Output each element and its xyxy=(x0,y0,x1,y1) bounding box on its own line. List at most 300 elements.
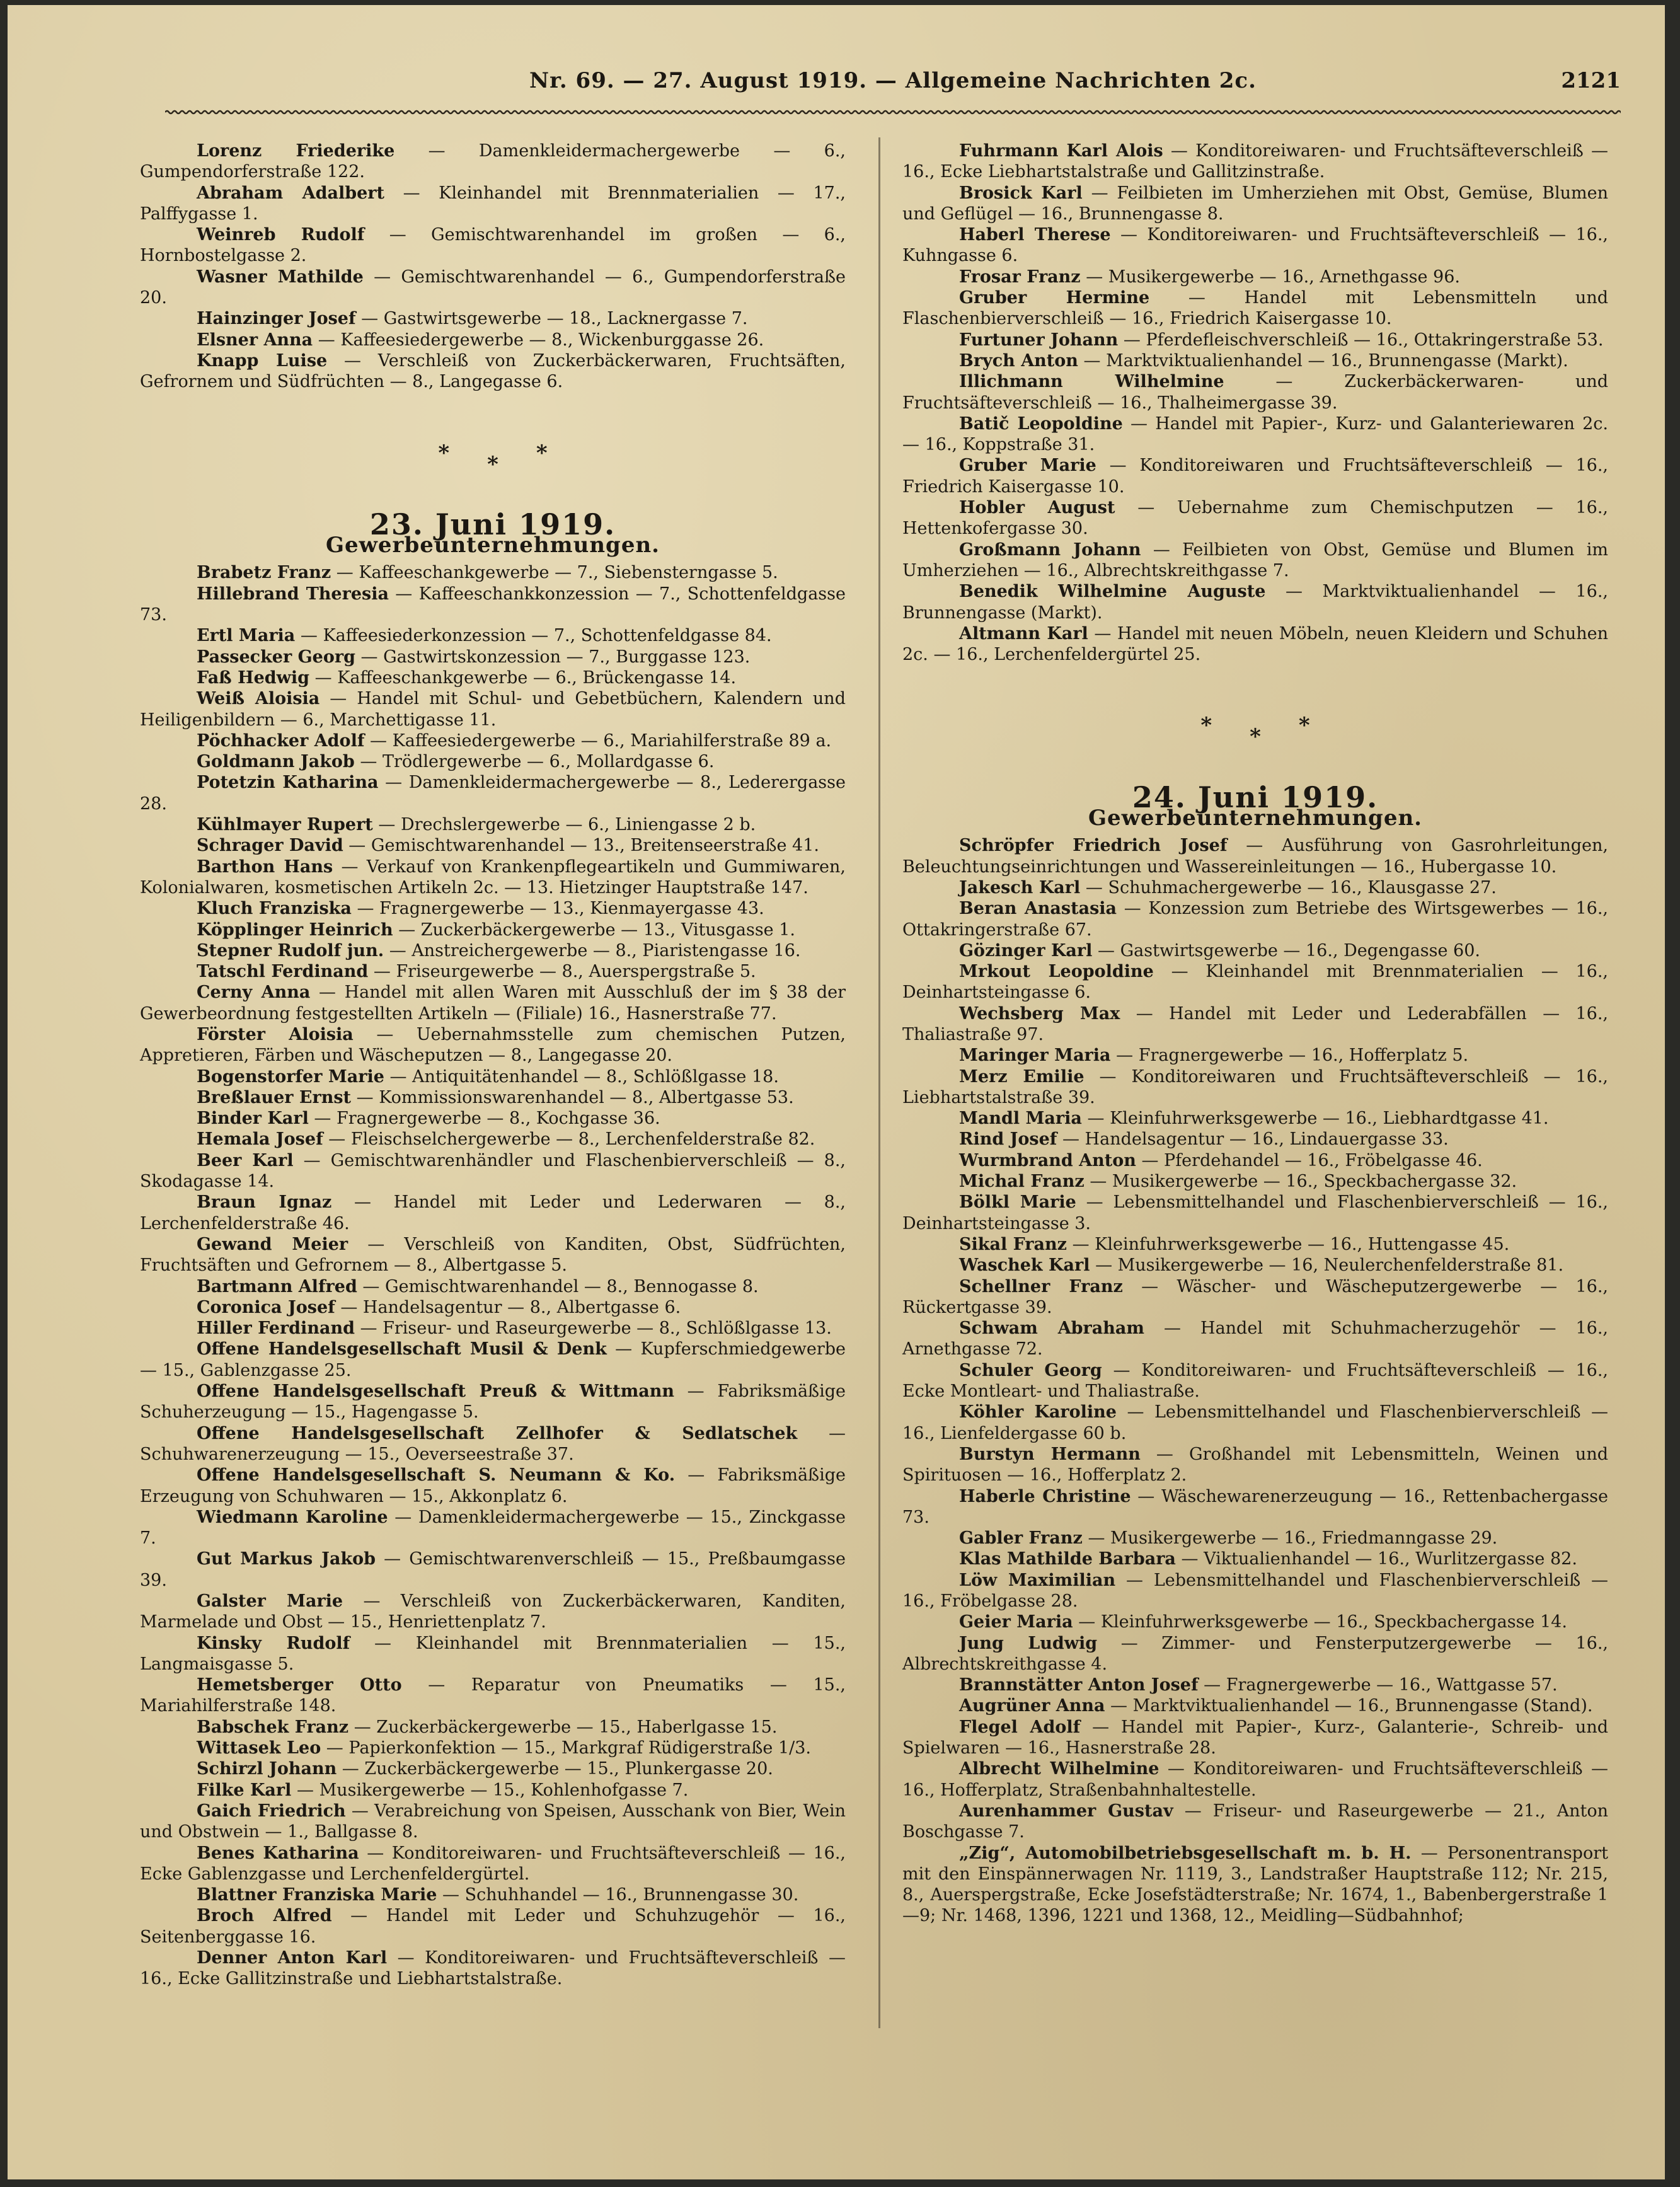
listing-entry xyxy=(140,751,846,772)
listing-entry xyxy=(902,1066,1608,1109)
listing-entry xyxy=(902,371,1608,413)
listing-details: — Handel mit Leder und Schuhzugehör — 16., Seitenberggasse 16. xyxy=(140,1906,846,1947)
listing-details: — Verschleiß von Zuckerbäckerwaren, Kanditen, Marmelade und Obst — 15., Henriettenplatz 7. xyxy=(140,1591,846,1632)
listing-details: — Handel mit Papier-, Kurz- und Galanteriewaren 2c. — 16., Koppstraße 31. xyxy=(902,413,1608,455)
listing-entry xyxy=(140,1087,846,1108)
listing-entry xyxy=(902,1444,1608,1486)
listing-entry xyxy=(140,350,846,393)
listing-details: — Verschleiß von Kanditen, Obst, Südfrüchten, Fruchtsäften und Gefrornem — 8., Albertgasse 5. xyxy=(140,1234,846,1276)
listing-details: — Damenkleidermachergewerbe — 6., Gumpendorferstraße 122. xyxy=(140,141,846,182)
listing-entry xyxy=(902,224,1608,267)
listing-details: — Gemischtwarenhändler und Flaschenbierverschleiß — 8., Skodagasse 14. xyxy=(140,1150,846,1192)
listing-entry xyxy=(902,330,1608,350)
listing-entry xyxy=(140,308,846,329)
listing-name: Breßlauer Ernst xyxy=(197,1087,352,1107)
listing-entry xyxy=(902,413,1608,456)
listing-details: — Gastwirtskonzession — 7., Burggasse 123. xyxy=(355,647,751,667)
listing-entry xyxy=(140,982,846,1024)
listing-entry xyxy=(140,1780,846,1801)
listing-details: — Konditoreiwaren- und Fruchtsäfteverschleiß — 16., Ecke Liebhartstalstraße und Gallitzinstraße. xyxy=(902,141,1609,182)
listing-name: Wurmbrand Anton xyxy=(959,1150,1136,1170)
listing-details: — Musikergewerbe — 15., Kohlenhofgasse 7. xyxy=(291,1780,689,1800)
listing-entry xyxy=(140,224,846,267)
listing-details: — Pferdefleischverschleiß — 16., Ottakringerstraße 53. xyxy=(1118,330,1604,350)
listing-entry xyxy=(140,1276,846,1297)
listing-name: Braun Ignaz xyxy=(197,1192,332,1213)
listing-details: — Kaffeesiederkonzession — 7., Schottenfeldgasse 84. xyxy=(295,626,772,646)
listing-name: Augrüner Anna xyxy=(959,1696,1105,1716)
listing-name: Fuhrmann Karl Alois xyxy=(959,141,1163,161)
listing-entry xyxy=(902,961,1608,1003)
listing-details: — Gemischtwarenhandel — 13., Breitenseerstraße 41. xyxy=(343,836,819,856)
listing-name: Gruber Marie xyxy=(959,456,1096,476)
listing-entry xyxy=(140,330,846,350)
listing-name: Weinreb Rudolf xyxy=(197,225,365,245)
listing-entry xyxy=(902,1129,1608,1150)
listing-details: — Drechslergewerbe — 6., Liniengasse 2 b. xyxy=(372,815,756,835)
listing-name: Kluch Franziska xyxy=(197,899,352,919)
listing-details: — Schuhwarenerzeugung — 15., Oeverseestraße 37. xyxy=(140,1423,846,1464)
listing-details: — Fleischselchergewerbe — 8., Lerchenfelderstraße 82. xyxy=(323,1129,815,1150)
listing-entry xyxy=(140,1591,846,1633)
listing-details: — Handel mit Leder und Lederabfällen — 16., Thaliastraße 97. xyxy=(902,1003,1608,1044)
listing-name: Furtuner Johann xyxy=(959,330,1119,350)
listing-entry xyxy=(140,1507,846,1549)
listing-name: Hainzinger Josef xyxy=(197,309,356,329)
listing-entry xyxy=(140,1381,846,1423)
listing-details: — Feilbieten von Obst, Gemüse und Blumen im Umherziehen — 16., Albrechtskreithgasse 7. xyxy=(902,540,1608,580)
listing-entry xyxy=(902,1528,1608,1549)
listing-name: Schellner Franz xyxy=(959,1276,1123,1296)
listing-details: — Uebernahmsstelle zum chemischen Putzen, Appretieren, Färben und Wäscheputzen — 8., Langegasse 20. xyxy=(140,1024,846,1066)
newspaper-page xyxy=(8,5,1665,2179)
right-column xyxy=(902,141,1608,1927)
listing-name: Gut Markus Jakob xyxy=(197,1549,376,1569)
listing-entry xyxy=(902,1318,1608,1360)
listing-entry xyxy=(902,1192,1608,1234)
listing-entry xyxy=(140,1801,846,1843)
listing-details: — Musikergewerbe — 16., Friedmanngasse 29. xyxy=(1082,1528,1498,1549)
listing-entry xyxy=(140,1948,846,1990)
listing-name: Merz Emilie xyxy=(959,1066,1085,1087)
listing-entry xyxy=(902,1843,1608,1927)
listing-name: Löw Maximilian xyxy=(959,1570,1116,1590)
listing-entry xyxy=(140,667,846,688)
column-divider xyxy=(878,137,880,2028)
right-entries xyxy=(902,835,1608,1926)
listing-details: — Gemischtwarenverschleiß — 15., Preßbaumgasse 39. xyxy=(140,1549,846,1590)
listing-details: — Zuckerbäckergewerbe — 15., Haberlgasse 15. xyxy=(348,1717,778,1737)
listing-details: — Wäscher- und Wäscheputzergewerbe — 16., Rückertgasse 39. xyxy=(902,1276,1608,1317)
listing-name: Faß Hedwig xyxy=(197,667,310,688)
listing-name: Bogenstorfer Marie xyxy=(197,1066,384,1087)
listing-entry xyxy=(902,1612,1608,1632)
listing-entry xyxy=(140,1297,846,1318)
listing-entry xyxy=(140,961,846,982)
listing-entry xyxy=(140,1318,846,1339)
listing-entry xyxy=(140,1423,846,1465)
listing-entry xyxy=(140,772,846,814)
listing-name: Goldmann Jakob xyxy=(197,752,355,772)
listing-entry xyxy=(902,1003,1608,1046)
listing-entry xyxy=(902,350,1608,371)
listing-entry xyxy=(902,141,1608,183)
listing-name: Offene Handelsgesellschaft Preuß & Wittmann xyxy=(197,1382,675,1402)
listing-name: Hemetsberger Otto xyxy=(197,1675,402,1695)
listing-details: — Ausführung von Gasrohrleitungen, Beleuchtungseinrichtungen und Wassereinleitungen — 16., Hubergasse 10. xyxy=(902,836,1608,877)
listing-details: — Handel mit Lebensmitteln und Flaschenbierverschleiß — 16., Friedrich Kaisergasse 10. xyxy=(902,288,1608,329)
listing-entry xyxy=(902,1758,1608,1801)
listing-entry xyxy=(140,1465,846,1507)
listing-name: Schwam Abraham xyxy=(959,1319,1144,1339)
listing-name: Elsner Anna xyxy=(197,330,313,350)
listing-entry xyxy=(140,584,846,626)
listing-details: — Schuhhandel — 16., Brunnengasse 30. xyxy=(437,1885,799,1905)
listing-entry xyxy=(140,562,846,583)
listing-entry xyxy=(902,1549,1608,1569)
listing-details: — Papierkonfektion — 15., Markgraf Rüdigerstraße 1/3. xyxy=(321,1738,811,1758)
listing-name: Illichmann Wilhelmine xyxy=(959,372,1224,392)
listing-details: — Zuckerbäckergewerbe — 15., Plunkergasse 20. xyxy=(337,1759,773,1779)
listing-details: — Trödlergewerbe — 6., Mollardgasse 6. xyxy=(354,752,715,772)
listing-entry xyxy=(140,835,846,856)
listing-name: Gabler Franz xyxy=(959,1528,1083,1549)
listing-details: — Uebernahme zum Chemischputzen — 16., Hettenkofergasse 30. xyxy=(902,498,1609,539)
listing-name: Frosar Franz xyxy=(959,267,1081,287)
listing-name: Albrecht Wilhelmine xyxy=(959,1759,1159,1779)
listing-name: Weiß Aloisia xyxy=(197,689,320,709)
listing-entry xyxy=(140,1129,846,1150)
listing-entry xyxy=(140,625,846,646)
listing-entry xyxy=(140,1738,846,1758)
listing-details: — Gastwirtsgewerbe — 18., Lacknergasse 7. xyxy=(355,309,748,329)
listing-name: Barthon Hans xyxy=(197,857,333,877)
listing-entry xyxy=(140,1192,846,1234)
header-title: Nr. 69. — 27. August 1919. — Allgemeine Nachrichten 2c. xyxy=(529,68,1257,93)
listing-name: Brosick Karl xyxy=(959,183,1083,203)
listing-name: Benedik Wilhelmine Auguste xyxy=(959,582,1266,602)
listing-entry xyxy=(902,1717,1608,1759)
listing-entry xyxy=(902,581,1608,623)
listing-details: — Konditoreiwaren und Fruchtsäfteverschleiß — 16., Liebhartstalstraße 39. xyxy=(902,1066,1608,1107)
listing-entry xyxy=(902,1360,1608,1402)
listing-entry xyxy=(902,1150,1608,1171)
listing-details: — Musikergewerbe — 16, Neulerchenfelderstraße 81. xyxy=(1090,1255,1564,1276)
listing-name: Hobler August xyxy=(959,498,1115,518)
listing-details: — Kleinfuhrwerksgewerbe — 16., Speckbachergasse 14. xyxy=(1073,1612,1567,1632)
listing-entry xyxy=(140,1675,846,1717)
listing-name: Rind Josef xyxy=(959,1129,1057,1150)
separator-star: * xyxy=(536,440,585,466)
listing-name: Coronica Josef xyxy=(197,1297,335,1317)
listing-details: — Reparatur von Pneumatiks — 15., Mariahilferstraße 148. xyxy=(140,1675,846,1716)
listing-details: — Marktviktualienhandel — 16., Brunnengasse (Markt). xyxy=(902,582,1609,623)
listing-details: — Marktviktualienhandel — 16., Brunnengasse (Stand). xyxy=(1105,1696,1593,1716)
listing-name: Mandl Maria xyxy=(959,1109,1082,1129)
separator-star: * xyxy=(1200,713,1250,739)
listing-entry xyxy=(140,1549,846,1591)
listing-details: — Handel mit Schul- und Gebetbüchern, Kalendern und Heiligenbildern — 6., Marchettigasse 11. xyxy=(140,689,846,730)
listing-name: Haberl Therese xyxy=(959,225,1111,245)
listing-details: — Musikergewerbe — 16., Speckbachergasse 32. xyxy=(1084,1172,1517,1192)
listing-details: — Friseur- und Raseurgewerbe — 21., Anton Boschgasse 7. xyxy=(902,1801,1608,1842)
listing-details: — Personentransport mit den Einspännerwagen Nr. 1119, 3., Landstraßer Hauptstraße 112; Nr. 215, 8., Auerspergstraße, Ecke Josefstädterstraße; Nr. 1674, 1., Babenbergerstraße 1—9; Nr. 1468, 1396, 1221 und 1368, 12., Meidling—Südbahnhof; xyxy=(902,1843,1608,1926)
separator-star: * xyxy=(1250,724,1299,750)
listing-details: — Gemischtwarenhandel — 8., Bennogasse 8. xyxy=(357,1276,759,1296)
listing-name: Wittasek Leo xyxy=(197,1738,321,1758)
listing-entry xyxy=(140,1758,846,1779)
listing-details: — Gastwirtsgewerbe — 16., Degengasse 60. xyxy=(1092,940,1480,961)
listing-name: Brych Anton xyxy=(959,350,1078,371)
listing-name: Beran Anastasia xyxy=(959,899,1117,919)
listing-entry xyxy=(140,267,846,309)
listing-details: — Handelsagentur — 8., Albertgasse 6. xyxy=(335,1297,681,1317)
listing-name: Förster Aloisia xyxy=(197,1024,354,1044)
listing-name: Schröpfer Friedrich Josef xyxy=(959,836,1228,856)
section-date-heading: 23. Juni 1919. xyxy=(369,507,616,541)
right-entries-top xyxy=(902,141,1608,665)
listing-name: „Zig“, Automobilbetriebsgesellschaft m. b. H. xyxy=(959,1843,1412,1863)
listing-name: Offene Handelsgesellschaft S. Neumann & Ko. xyxy=(197,1465,676,1486)
listing-entry xyxy=(140,898,846,919)
listing-name: Gözinger Karl xyxy=(959,940,1093,961)
listing-details: — Verabreichung von Speisen, Ausschank von Bier, Wein und Obstwein — 1., Ballgasse 8. xyxy=(140,1801,846,1842)
listing-details: — Handelsagentur — 16., Lindauergasse 33. xyxy=(1057,1129,1449,1150)
listing-details: — Kaffeeschankkonzession — 7., Schottenfeldgasse 73. xyxy=(140,584,846,625)
listing-name: Schrager David xyxy=(197,836,343,856)
left-entries-top xyxy=(140,141,846,393)
listing-entry xyxy=(902,940,1608,961)
listing-details: — Fragnergewerbe — 16., Wattgasse 57. xyxy=(1198,1675,1558,1695)
section-date-heading: 24. Juni 1919. xyxy=(1132,780,1379,814)
section-separator-stars xyxy=(902,713,1608,750)
listing-entry xyxy=(140,1150,846,1192)
listing-name: Ertl Maria xyxy=(197,626,296,646)
listing-details: — Kaffeeschankgewerbe — 7., Siebensterngasse 5. xyxy=(331,563,778,583)
listing-name: Wiedmann Karoline xyxy=(197,1507,388,1527)
listing-details: — Antiquitätenhandel — 8., Schlößlgasse 18. xyxy=(384,1066,779,1087)
section-separator-stars xyxy=(140,440,846,477)
left-entries xyxy=(140,562,846,1989)
listing-details: — Konzession zum Betriebe des Wirtsgewerbes — 16., Ottakringerstraße 67. xyxy=(902,899,1608,940)
listing-details: — Kaffeesiedergewerbe — 8., Wickenburggasse 26. xyxy=(313,330,764,350)
listing-name: Bartmann Alfred xyxy=(197,1276,357,1296)
listing-entry xyxy=(902,1633,1608,1675)
listing-name: Schuler Georg xyxy=(959,1360,1102,1380)
listing-entry xyxy=(902,877,1608,898)
page-header xyxy=(165,68,1621,106)
listing-entry xyxy=(902,623,1608,666)
listing-name: Broch Alfred xyxy=(197,1906,332,1926)
listing-name: Cerny Anna xyxy=(197,983,311,1003)
listing-details: — Lebensmittelhandel und Flaschenbierverschleiß — 16., Lienfeldergasse 60 b. xyxy=(902,1402,1609,1443)
listing-name: Galster Marie xyxy=(197,1591,343,1611)
listing-name: Kühlmayer Rupert xyxy=(197,815,373,835)
listing-name: Kinsky Rudolf xyxy=(197,1633,350,1653)
left-column xyxy=(140,141,846,1990)
listing-details: — Verkauf von Krankenpflegeartikeln und Gummiwaren, Kolonialwaren, kosmetischen Artikeln 2c. — 13. Hietzinger Hauptstraße 147. xyxy=(140,857,846,897)
listing-name: Altmann Karl xyxy=(959,623,1088,643)
listing-details: — Musikergewerbe — 16., Arnethgasse 96. xyxy=(1080,267,1460,287)
listing-details: — Anstreichergewerbe — 8., Piaristengasse 16. xyxy=(384,940,801,961)
listing-details: — Kleinfuhrwerksgewerbe — 16., Liebhardtgasse 41. xyxy=(1081,1109,1549,1129)
listing-entry xyxy=(140,814,846,835)
listing-details: — Handel mit Papier-, Kurz-, Galanterie-, Schreib- und Spielwaren — 16., Hasnerstraße 28. xyxy=(902,1717,1608,1758)
listing-entry xyxy=(140,1108,846,1129)
listing-name: Abraham Adalbert xyxy=(197,183,384,203)
listing-entry xyxy=(902,1276,1608,1319)
listing-name: Jung Ludwig xyxy=(959,1633,1098,1653)
listing-name: Schirzl Johann xyxy=(197,1759,337,1779)
listing-name: Offene Handelsgesellschaft Musil & Denk xyxy=(197,1339,607,1359)
listing-entry xyxy=(140,688,846,730)
listing-details: — Verschleiß von Zuckerbäckerwaren, Fruchtsäften, Gefrornem und Südfrüchten — 8., Langegasse 6. xyxy=(140,350,846,392)
listing-entry xyxy=(902,835,1608,877)
listing-entry xyxy=(140,1633,846,1675)
listing-name: Hemala Josef xyxy=(197,1129,323,1150)
listing-details: — Feilbieten im Umherziehen mit Obst, Gemüse, Blumen und Geflügel — 16., Brunnengasse 8. xyxy=(902,183,1608,224)
listing-details: — Handel mit Leder und Lederwaren — 8., Lerchenfelderstraße 46. xyxy=(140,1192,846,1233)
listing-details: — Konditoreiwaren- und Fruchtsäfteverschleiß — 16., Kuhngasse 6. xyxy=(902,225,1608,266)
listing-name: Köpplinger Heinrich xyxy=(197,920,393,940)
listing-details: — Zuckerbäckergewerbe — 13., Vitusgasse 1. xyxy=(393,920,795,940)
listing-name: Gewand Meier xyxy=(197,1234,348,1254)
listing-name: Stepner Rudolf jun. xyxy=(197,940,384,961)
listing-name: Benes Katharina xyxy=(197,1843,359,1863)
listing-details: — Handel mit neuen Möbeln, neuen Kleidern und Schuhen 2c. — 16., Lerchenfeldergürtel 25. xyxy=(902,623,1608,665)
listing-name: Beer Karl xyxy=(197,1150,294,1170)
separator-star: * xyxy=(1298,713,1348,739)
listing-name: Brabetz Franz xyxy=(197,563,331,583)
listing-details: — Marktviktualienhandel — 16., Brunnengasse (Markt). xyxy=(1078,350,1568,371)
listing-details: — Kommissionswarenhandel — 8., Albertgasse 53. xyxy=(351,1087,794,1107)
listing-name: Bölkl Marie xyxy=(959,1192,1076,1213)
listing-name: Sikal Franz xyxy=(959,1234,1067,1254)
listing-name: Gruber Hermine xyxy=(959,288,1150,308)
listing-entry xyxy=(140,1024,846,1066)
listing-entry xyxy=(140,1717,846,1738)
listing-name: Burstyn Hermann xyxy=(959,1444,1141,1464)
listing-entry xyxy=(902,1255,1608,1276)
listing-entry xyxy=(902,455,1608,497)
listing-entry xyxy=(902,1108,1608,1129)
listing-details: — Fabriksmäßige Schuherzeugung — 15., Hagengasse 5. xyxy=(140,1382,846,1422)
listing-entry xyxy=(140,1339,846,1381)
listing-details: — Fragnergewerbe — 16., Hofferplatz 5. xyxy=(1110,1046,1469,1066)
listing-details: — Friseur- und Raseurgewerbe — 8., Schlößlgasse 13. xyxy=(354,1319,832,1339)
listing-details: — Schuhmachergewerbe — 16., Klausgasse 27. xyxy=(1080,877,1497,897)
listing-name: Knapp Luise xyxy=(197,350,328,371)
listing-details: — Kleinhandel mit Brennmaterialien — 17., Palffygasse 1. xyxy=(140,183,846,224)
listing-name: Offene Handelsgesellschaft Zellhofer & Sedlatschek xyxy=(197,1423,798,1443)
listing-entry xyxy=(902,1675,1608,1695)
listing-entry xyxy=(902,540,1608,582)
header-wavy-rule xyxy=(165,109,1621,115)
listing-details: — Zuckerbäckerwaren- und Fruchtsäfteverschleiß — 16., Thalheimergasse 39. xyxy=(902,372,1608,413)
listing-name: Jakesch Karl xyxy=(959,877,1081,897)
listing-entry xyxy=(140,1905,846,1948)
listing-name: Köhler Karoline xyxy=(959,1402,1117,1422)
page-number: 2121 xyxy=(1561,68,1621,93)
listing-details: — Fragnergewerbe — 13., Kienmayergasse 43. xyxy=(351,899,764,919)
listing-details: — Kleinhandel mit Brennmaterialien — 15., Langmaisgasse 5. xyxy=(140,1633,846,1674)
listing-details: — Großhandel mit Lebensmitteln, Weinen und Spirituosen — 16., Hofferplatz 2. xyxy=(902,1444,1608,1486)
listing-entry xyxy=(140,141,846,183)
listing-entry xyxy=(902,267,1608,287)
listing-name: Mrkout Leopoldine xyxy=(959,962,1154,982)
listing-name: Denner Anton Karl xyxy=(197,1948,388,1968)
listing-details: — Handel mit allen Waren mit Ausschluß der im § 38 der Gewerbeordnung festgestellten Artikeln — (Filiale) 16., Hasnerstraße 77. xyxy=(140,983,846,1024)
listing-details: — Zimmer- und Fensterputzergewerbe — 16., Albrechtskreithgasse 4. xyxy=(902,1633,1608,1674)
listing-name: Gaich Friedrich xyxy=(197,1801,346,1821)
listing-details: — Pferdehandel — 16., Fröbelgasse 46. xyxy=(1136,1150,1483,1170)
section-subheading: Gewerbeunternehmungen. xyxy=(1088,805,1423,831)
listing-name: Babschek Franz xyxy=(197,1717,349,1737)
listing-details: — Damenkleidermachergewerbe — 8., Lederergasse 28. xyxy=(140,773,846,814)
listing-entry xyxy=(140,730,846,751)
listing-name: Potetzin Katharina xyxy=(197,773,379,793)
listing-name: Maringer Maria xyxy=(959,1046,1111,1066)
listing-details: — Fragnergewerbe — 8., Kochgasse 36. xyxy=(308,1109,660,1129)
listing-name: Brannstätter Anton Josef xyxy=(959,1675,1199,1695)
listing-entry xyxy=(140,647,846,667)
section-subheading: Gewerbeunternehmungen. xyxy=(325,533,660,558)
listing-details: — Gemischtwarenhandel — 6., Gumpendorferstraße 20. xyxy=(140,267,846,308)
listing-name: Blattner Franziska Marie xyxy=(197,1885,437,1905)
listing-entry xyxy=(902,898,1608,940)
listing-name: Filke Karl xyxy=(197,1780,292,1800)
listing-entry xyxy=(902,1695,1608,1716)
listing-entry xyxy=(140,1066,846,1087)
listing-name: Tatschl Ferdinand xyxy=(197,962,369,982)
listing-entry xyxy=(902,1234,1608,1255)
listing-entry xyxy=(140,1234,846,1276)
listing-name: Haberle Christine xyxy=(959,1486,1131,1506)
listing-entry xyxy=(902,1402,1608,1444)
listing-details: — Kleinfuhrwerksgewerbe — 16., Huttengasse 45. xyxy=(1067,1234,1510,1254)
listing-details: — Lebensmittelhandel und Flaschenbierverschleiß — 16., Fröbelgasse 28. xyxy=(902,1570,1608,1611)
listing-details: — Kaffeesiedergewerbe — 6., Mariahilferstraße 89 a. xyxy=(364,730,832,751)
listing-name: Wechsberg Max xyxy=(959,1003,1120,1024)
listing-entry xyxy=(140,920,846,940)
listing-name: Aurenhammer Gustav xyxy=(959,1801,1173,1821)
listing-name: Hiller Ferdinand xyxy=(197,1319,355,1339)
listing-details: — Kleinhandel mit Brennmaterialien — 16., Deinhartsteingasse 6. xyxy=(902,962,1608,1003)
listing-details: — Friseurgewerbe — 8., Auerspergstraße 5. xyxy=(368,962,756,982)
listing-details: — Kupferschmiedgewerbe — 15., Gablenzgasse 25. xyxy=(140,1339,846,1380)
listing-entry xyxy=(140,183,846,225)
listing-details: — Konditoreiwaren- und Fruchtsäfteverschleiß — 16., Ecke Gallitzinstraße und Liebhartstalstraße. xyxy=(140,1948,846,1989)
listing-name: Passecker Georg xyxy=(197,647,355,667)
listing-details: — Konditoreiwaren und Fruchtsäfteverschleiß — 16., Friedrich Kaisergasse 10. xyxy=(902,456,1608,497)
listing-details: — Kaffeeschankgewerbe — 6., Brückengasse 14. xyxy=(309,667,737,688)
listing-entry xyxy=(140,940,846,961)
listing-details: — Konditoreiwaren- und Fruchtsäfteverschleiß — 16., Hofferplatz, Straßenbahnhaltestelle. xyxy=(902,1759,1609,1800)
listing-name: Lorenz Friederike xyxy=(197,141,395,161)
listing-name: Wasner Mathilde xyxy=(197,267,364,287)
separator-star: * xyxy=(438,440,488,466)
listing-details: — Viktualienhandel — 16., Wurlitzergasse 82. xyxy=(1175,1549,1577,1569)
listing-entry xyxy=(902,1801,1608,1843)
listing-details: — Lebensmittelhandel und Flaschenbierverschleiß — 16., Deinhartsteingasse 3. xyxy=(902,1192,1608,1233)
listing-details: — Damenkleidermachergewerbe — 15., Zinckgasse 7. xyxy=(140,1507,846,1549)
listing-name: Binder Karl xyxy=(197,1109,309,1129)
listing-name: Michal Franz xyxy=(959,1172,1085,1192)
listing-name: Waschek Karl xyxy=(959,1255,1090,1276)
separator-star: * xyxy=(487,451,536,477)
listing-name: Großmann Johann xyxy=(959,540,1141,560)
listing-entry xyxy=(140,857,846,899)
